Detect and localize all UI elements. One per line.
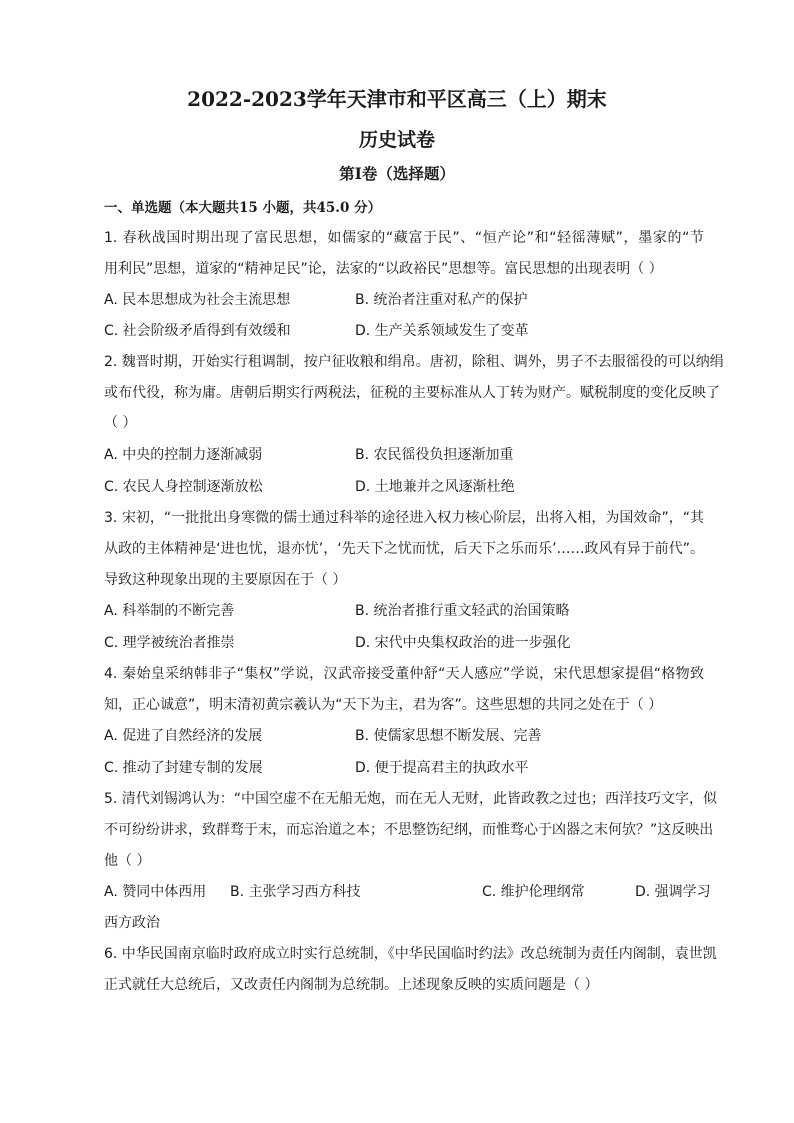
q5-option-d-continued: 西方政治 [104,915,160,931]
q3-option-a: A. 科举制的不断完善 [104,603,235,619]
q2-line-1: 2. 魏晋时期，开始实行租调制，按户征收粮和绢帛。唐初，除租、调外，男子不去服徭役的可以纳绢 [104,354,724,370]
q3-option-d: D. 宋代中央集权政治的进一步强化 [355,635,571,651]
q4-option-c: C. 推动了封建专制的发展 [104,760,263,776]
q6-line-1: 6. 中华民国南京临时政府成立时实行总统制，《中华民国临时约法》改总统制为责任内阁制，袁世凯 [104,946,717,962]
q5-option-a: A. 赞同中体西用 [104,884,207,900]
q5-option-d: D. 强调学习 [635,884,711,900]
part-heading: 第Ⅰ卷（选择题） [339,164,455,183]
q1-line-2: 用利民”思想，道家的“精神足民”论，法家的“以政裕民”思想等。富民思想的出现表明（ ） [104,261,663,277]
q3-option-b: B. 统治者推行重文轻武的治国策略 [355,603,570,619]
q2-line-3: （ ） [104,415,137,431]
q6-line-2: 正式就任大总统后，又改责任内阁制为总统制。上述现象反映的实质问题是（ ） [104,977,599,993]
q5-line-2: 不可纷纷讲求，致群骛于末，而忘治道之本；不思整饬纪纲，而惟骛心于凶器之末何欤？”这反映出 [104,822,714,838]
q4-line-2: 知，正心诚意”，明末清初黄宗羲认为“天下为主，君为客”。这些思想的共同之处在于（ ） [104,697,663,713]
q4-line-1: 4. 秦始皇采纳韩非子“集权”学说，汉武帝接受董仲舒“天人感应”学说，宋代思想家提倡“格物致 [104,666,704,682]
q2-option-b: B. 农民徭役负担逐渐加重 [355,447,514,463]
q1-option-d: D. 生产关系领域发生了变革 [355,323,529,339]
q1-line-1: 1. 春秋战国时期出现了富民思想，如儒家的“藏富于民”、“恒产论”和“轻徭薄赋”，墨家的“节 [104,230,704,246]
q5-line-3: 他（ ） [104,853,151,869]
q5-option-c: C. 维护伦理纲常 [482,884,585,900]
q5-line-1: 5. 清代刘锡鸿认为：“中国空虚不在无船无炮，而在无人无财，此皆政教之过也；西洋技巧文字，似 [104,791,718,807]
exam-title: 2022-2023学年天津市和平区高三（上）期末 [187,87,607,111]
section-heading: 一、单选题（本大题共15 小题，共45.0 分） [104,200,382,216]
q3-line-2: 从政的主体精神是‘进也忧，退亦忧’，‘先天下之忧而忧，后天下之乐而乐’……政风有异于前代”。 [104,541,704,557]
q2-option-d: D. 土地兼并之风逐渐杜绝 [355,479,515,495]
q2-option-c: C. 农民人身控制逐渐放松 [104,479,263,495]
q3-line-3: 导致这种现象出现的主要原因在于（ ） [104,572,347,588]
q4-option-b: B. 使儒家思想不断发展、完善 [355,728,542,744]
exam-subtitle: 历史试卷 [358,129,435,151]
q1-option-b: B. 统治者注重对私产的保护 [355,292,528,308]
q3-line-1: 3. 宋初，“一批批出身寒微的儒士通过科举的途径进入权力核心阶层，出将入相，为国效命”，“其 [104,510,704,526]
q4-option-a: A. 促进了自然经济的发展 [104,728,263,744]
q4-option-d: D. 便于提高君主的执政水平 [355,760,529,776]
q3-option-c: C. 理学被统治者推崇 [104,635,235,651]
q2-option-a: A. 中央的控制力逐渐减弱 [104,447,263,463]
q5-option-b: B. 主张学习西方科技 [230,884,361,900]
q1-option-a: A. 民本思想成为社会主流思想 [104,292,291,308]
q1-option-c: C. 社会阶级矛盾得到有效缓和 [104,323,291,339]
q2-line-2: 或布代役，称为庸。唐朝后期实行两税法，征税的主要标准从人丁转为财产。赋税制度的变化反映了 [104,385,720,401]
